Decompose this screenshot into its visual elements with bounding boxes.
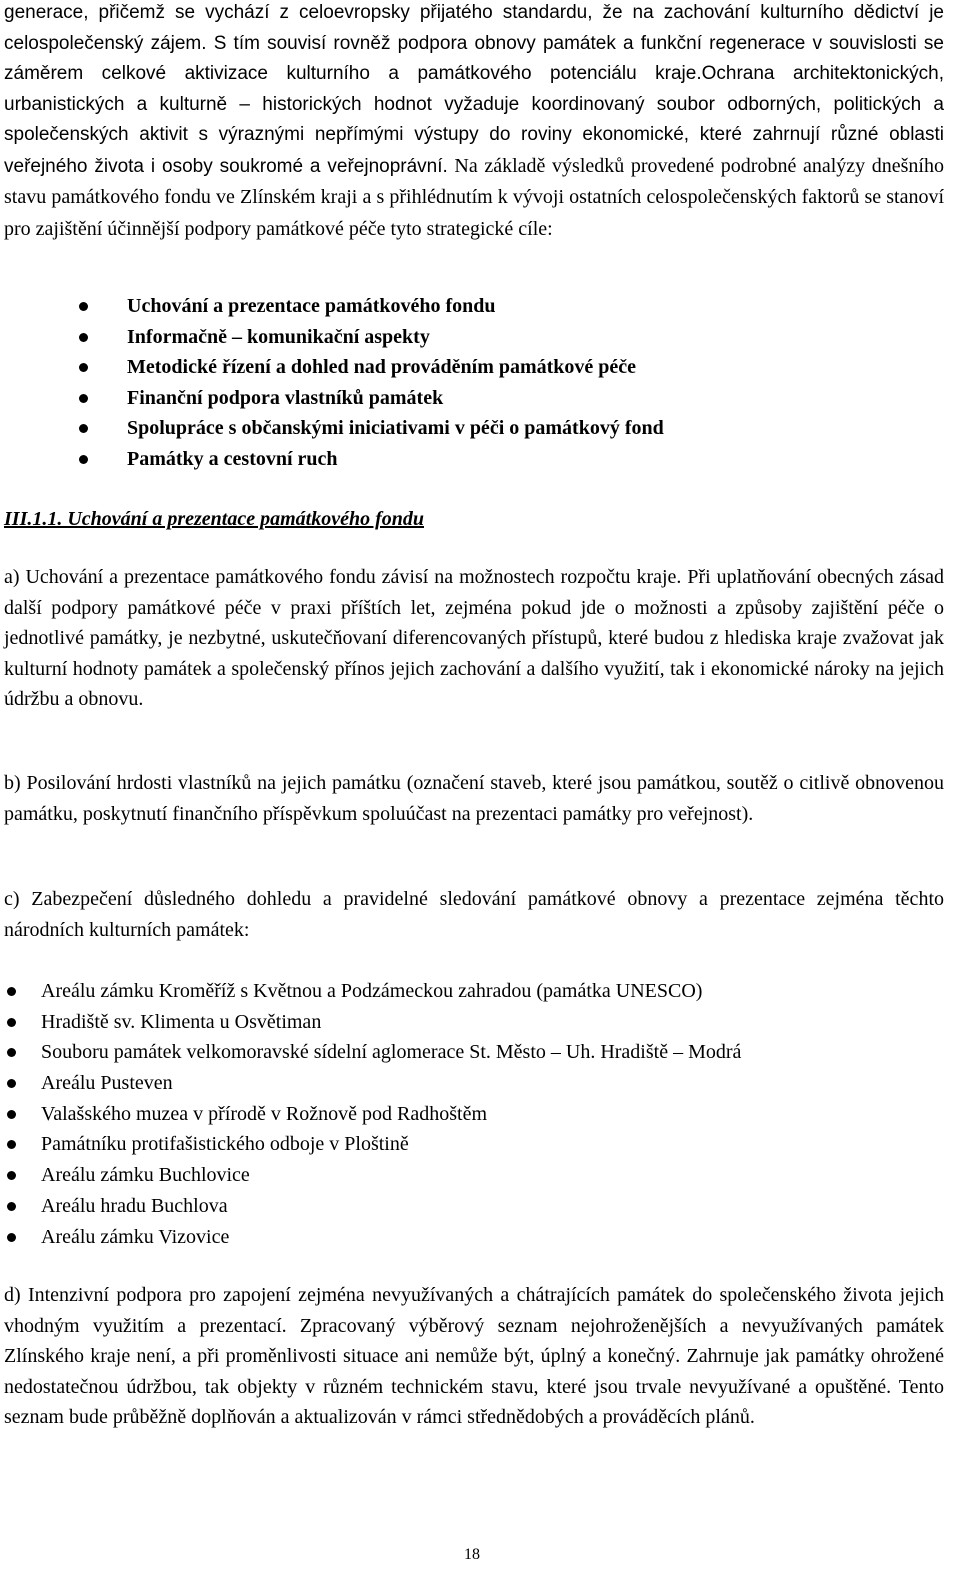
bullet-icon (7, 1018, 16, 1027)
goal-item (0, 291, 940, 322)
monument-label: Památníku protifašistického odboje v Ploštině (41, 1133, 409, 1156)
monument-item (0, 1222, 940, 1253)
bullet-icon (7, 1140, 16, 1149)
bullet-icon (79, 455, 88, 464)
paragraph-b: b) Posilování hrdosti vlastníků na jejich památku (označení staveb, které jsou památkou, soutěž o citlivě obnovenou památku, poskytnutí finančního příspěvkum spoluúčast na prezentaci památky pro veřejnost). (4, 772, 944, 825)
goal-item (0, 383, 940, 414)
monument-label: Valašského muzea v přírodě v Rožnově pod Radhoštěm (41, 1102, 488, 1125)
monument-label: Areálu zámku Vizovice (41, 1225, 230, 1248)
bullet-icon (7, 1079, 16, 1088)
goal-label: Uchování a prezentace památkového fondu (127, 295, 496, 317)
monument-item (0, 1160, 940, 1191)
monument-item (0, 1037, 940, 1068)
bullet-icon (79, 302, 88, 311)
monument-item (0, 1129, 940, 1160)
goal-label: Finanční podpora vlastníků památek (127, 386, 444, 409)
monument-item (0, 1007, 940, 1038)
bullet-icon (79, 363, 88, 372)
goal-label: Památky a cestovní ruch (127, 447, 338, 470)
page-number: 18 (464, 1546, 480, 1563)
goal-label: Informačně – komunikační aspekty (127, 325, 430, 348)
strategic-goals-list (0, 291, 940, 474)
monuments-list (0, 976, 940, 1252)
goal-item (0, 352, 940, 383)
monument-item (0, 1068, 940, 1099)
bullet-icon (7, 1233, 16, 1242)
paragraph-a: a) Uchování a prezentace památkového fondu závisí na možnostech rozpočtu kraje. Při uplatňování obecných zásad další podpory památkové péče v praxi příštích let, zejména pokud jde o možnosti a způsoby zajištění péče o jednotlivé památky, je nezbytné, uskutečňovaní diferencovaných přístupů, které budou z hlediska kraje zvažovat jak kulturní hodnoty památek a společenský přínos jejich zachování a dalšího využití, tak i ekonomické nároky na jejich údržbu a obnovu. (4, 566, 944, 710)
paragraph-d: d) Intenzivní podpora pro zapojení zejména nevyužívaných a chátrajících památek do společenského života jejich vhodným využitím a prezentací. Zpracovaný výběrový seznam nejohroženějších a nevyužívaných památek Zlínského kraje není, a při proměnlivosti situace ani nemůže být, úplný a konečný. Zahrnuje jak památky ohrožené nedostatečnou údržbou, tak objekty v různém technickém stavu, které jsou trvale nevyužívané a opuštěné. Tento seznam bude průběžně doplňován a aktualizován v rámci střednědobých a prováděcích plánů. (4, 1284, 944, 1428)
goal-item (0, 413, 940, 444)
intro-text-part1: generace, přičemž se vychází z celoevropsky přijatého standardu, že na zachování kulturního dědictví je celospolečenský zájem. S tím souvisí rovněž podpora obnovy památek a funkční regenerace v souvislosti se záměrem celkové aktivizace kulturního a památkového potenciálu kraje. (4, 2, 944, 84)
bullet-icon (7, 987, 16, 996)
intro-text-part2: Ochrana architektonických, urbanistických a kulturně – historických hodnot vyžaduje koordinovaný soubor odborných, politických a společenských aktivit s výraznými nepřímými výstupy do roviny ekonomické, které zahrnují různé oblasti veřejného života i osoby soukromé a veřejnoprávní. (4, 63, 944, 177)
monument-item (0, 1099, 940, 1130)
monument-label: Areálu zámku Buchlovice (41, 1164, 250, 1187)
bullet-icon (7, 1171, 16, 1180)
paragraph-c: c) Zabezpečení důsledného dohledu a pravidelné sledování památkové obnovy a prezentace zejména těchto národních kulturních památek: (4, 888, 944, 941)
monument-label: Areálu hradu Buchlova (41, 1194, 228, 1217)
goal-label: Spolupráce s občanskými iniciativami v péči o památkový fond (127, 417, 664, 439)
bullet-icon (7, 1048, 16, 1057)
goal-item (0, 444, 940, 475)
monument-item (0, 976, 940, 1007)
goal-item (0, 322, 940, 353)
bullet-icon (7, 1110, 16, 1119)
intro-paragraph (4, 0, 944, 245)
intro-text-part3: Na základě výsledků provedené podrobné analýzy dnešního stavu památkového fondu ve Zlínském kraji a s přihlédnutím k vývoji ostatních celospolečenských faktorů se stanoví pro zajištění účinnější podpory památkové péče tyto strategické cíle: (4, 154, 944, 240)
bullet-icon (79, 424, 88, 433)
monument-label: Areálu zámku Kroměříž s Květnou a Podzámeckou zahradou (památka UNESCO) (41, 980, 703, 1002)
bullet-icon (79, 394, 88, 403)
monument-label: Areálu Pusteven (41, 1072, 173, 1095)
bullet-icon (79, 333, 88, 342)
monument-item (0, 1191, 940, 1222)
section-heading: III.1.1. Uchování a prezentace památkového fondu (4, 508, 424, 530)
goal-label: Metodické řízení a dohled nad prováděním památkové péče (127, 356, 637, 378)
monument-label: Souboru památek velkomoravské sídelní aglomerace St. Město – Uh. Hradiště – Modrá (41, 1041, 742, 1064)
monument-label: Hradiště sv. Klimenta u Osvětiman (41, 1010, 322, 1033)
bullet-icon (7, 1202, 16, 1211)
